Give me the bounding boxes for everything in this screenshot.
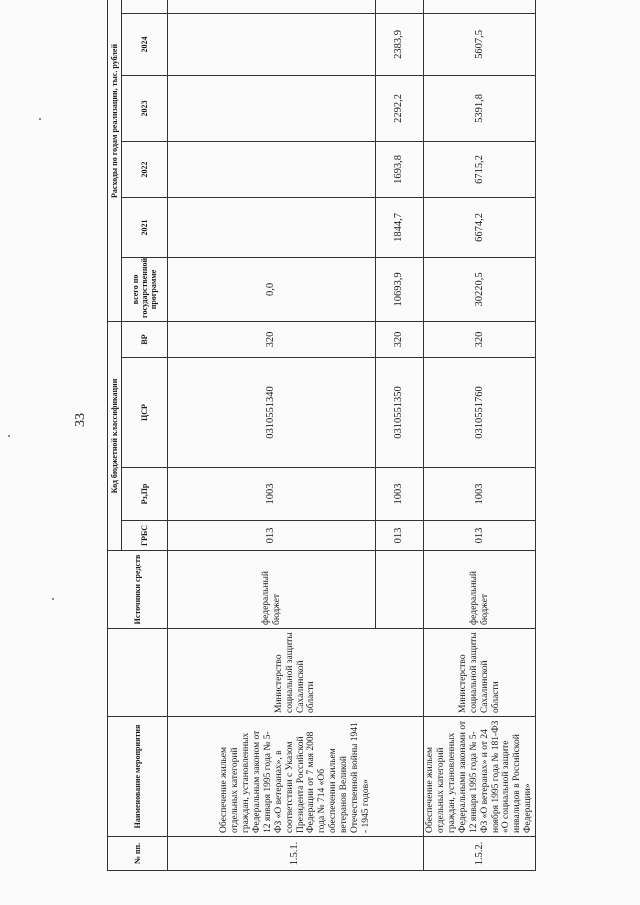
- y2021-cell: 6674,2: [424, 197, 536, 257]
- rzpr-cell: 1003: [424, 468, 536, 521]
- y2025-cell: [424, 0, 536, 13]
- scan-speck: [8, 435, 10, 437]
- header-rzpr: Рз,Пр: [122, 468, 168, 521]
- source-cell: [376, 551, 424, 629]
- csr-cell: 0310551350: [376, 358, 424, 468]
- grbs-cell: 013: [168, 521, 376, 551]
- header-num: № пп.: [108, 837, 168, 871]
- grbs-cell: 013: [424, 521, 536, 551]
- header-2021: 2021: [122, 197, 168, 257]
- vr-cell: 320: [424, 321, 536, 357]
- y2021-cell: [168, 197, 376, 257]
- source-cell: федеральный бюджет: [168, 551, 376, 629]
- y2023-cell: 2292,2: [376, 75, 424, 141]
- y2022-cell: [168, 141, 376, 197]
- scan-speck: [39, 118, 41, 120]
- header-source: Источники средств: [108, 551, 168, 629]
- header-name: Наименование мероприятия: [108, 717, 168, 837]
- header-budget-code: Код бюджетной классификации: [108, 321, 122, 550]
- csr-cell: 0310551760: [424, 358, 536, 468]
- vr-cell: 320: [168, 321, 376, 357]
- header-total: всего по государственной программе: [122, 257, 168, 321]
- header-vr: ВР: [122, 321, 168, 357]
- row-number: 1.5.2.: [424, 837, 536, 871]
- csr-cell: 0310551340: [168, 358, 376, 468]
- y2024-cell: 2383,9: [376, 13, 424, 75]
- page-number: 33: [73, 413, 88, 427]
- total-cell: 0,0: [168, 257, 376, 321]
- measure-name: Обеспечение жильем отдельных категорий граждан, установленных Федеральным законом от 12 января 1995 года № 5-ФЗ «О ветеранах», в соответствии с Указом Президента Российской Федерации от 7 мая 2008 года № 714 «Об обеспечении жильем ветеранов Великой Отечественной войны 1941 - 1945 годов»: [168, 717, 424, 837]
- header-2025: [122, 0, 168, 13]
- y2021-cell: 1844,7: [376, 197, 424, 257]
- y2023-cell: 5391,8: [424, 75, 536, 141]
- total-cell: 30220,5: [424, 257, 536, 321]
- y2025-cell: [376, 0, 424, 13]
- header-csr: ЦСР: [122, 358, 168, 468]
- table-row: [424, 0, 536, 871]
- grbs-cell: 013: [376, 521, 424, 551]
- header-2023: 2023: [122, 75, 168, 141]
- y2023-cell: [168, 75, 376, 141]
- executor-cell: Министерство социальной защиты Сахалинской области: [168, 629, 424, 717]
- rzpr-cell: 1003: [376, 468, 424, 521]
- budget-table-container: [107, 21, 535, 871]
- y2025-cell: [168, 0, 376, 13]
- vr-cell: 320: [376, 321, 424, 357]
- header-2022: 2022: [122, 141, 168, 197]
- header-executor: [108, 629, 168, 717]
- y2024-cell: 5607,5: [424, 13, 536, 75]
- header-expenses: Расходы по годам реализации, тыс. рублей: [108, 0, 122, 321]
- header-grbs: ГРБС: [122, 521, 168, 551]
- total-cell: 10693,9: [376, 257, 424, 321]
- rzpr-cell: 1003: [168, 468, 376, 521]
- scan-speck: [52, 598, 54, 600]
- budget-table: [107, 0, 536, 871]
- y2022-cell: 6715,2: [424, 141, 536, 197]
- table-row: [168, 0, 376, 871]
- y2024-cell: [168, 13, 376, 75]
- header-2024: 2024: [122, 13, 168, 75]
- source-cell: федеральный бюджет: [424, 551, 536, 629]
- y2022-cell: 1693,8: [376, 141, 424, 197]
- row-number: 1.5.1.: [168, 837, 424, 871]
- executor-cell: Министерство социальной защиты Сахалинской области: [424, 629, 536, 717]
- measure-name: Обеспечение жильем отдельных категорий граждан, установленных Федеральными законами от 12 января 1995 года № 5-ФЗ «О ветеранах» и от 24 ноября 1995 года № 181-ФЗ «О социальной защите инвалидов в Российской Федерации»: [424, 717, 536, 837]
